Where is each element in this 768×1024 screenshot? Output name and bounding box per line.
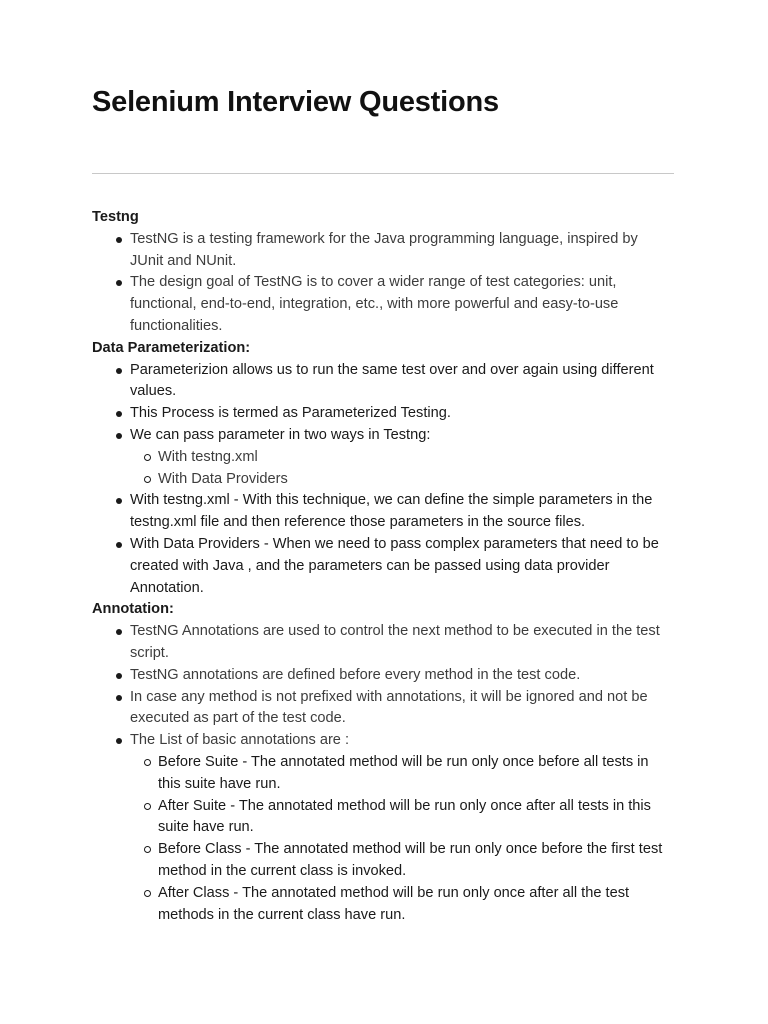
list-item: In case any method is not prefixed with annotations, it will be ignored and not be executed as part of the test code. xyxy=(92,687,674,731)
testng-list xyxy=(92,229,674,338)
list-item: This Process is termed as Parameterized Testing. xyxy=(92,403,674,425)
list-item-text: We can pass parameter in two ways in Testng: xyxy=(130,426,431,443)
list-item: TestNG Annotations are used to control the next method to be executed in the test script. xyxy=(92,621,674,665)
section-heading-testng: Testng xyxy=(92,209,139,225)
annotation-list xyxy=(92,621,674,926)
divider xyxy=(92,173,674,174)
list-item: With Data Providers - When we need to pass complex parameters that need to be created with Java , and the parameters can be passed using data provider Annotation. xyxy=(92,534,674,599)
sub-list-item: Before Suite - The annotated method will be run only once before all tests in this suite have run. xyxy=(130,752,674,796)
list-item: TestNG is a testing framework for the Java programming language, inspired by JUnit and NUnit. xyxy=(92,229,674,273)
section-heading-data-parameterization: Data Parameterization: xyxy=(92,339,251,356)
list-item: Parameterizion allows us to run the same test over and over again using different values. xyxy=(92,360,674,404)
parameterization-list xyxy=(92,360,674,600)
document-body xyxy=(92,207,674,926)
list-item xyxy=(92,730,674,926)
sub-list-item: With testng.xml xyxy=(130,447,674,469)
sub-list-item: Before Class - The annotated method will be run only once before the first test method in the current class is invoked. xyxy=(130,839,674,883)
list-item xyxy=(92,425,674,490)
sub-list-item: With Data Providers xyxy=(130,469,674,491)
list-item-text: The List of basic annotations are : xyxy=(130,732,350,749)
parameter-ways-sublist xyxy=(130,447,674,491)
basic-annotations-sublist xyxy=(130,752,674,926)
list-item: With testng.xml - With this technique, we can define the simple parameters in the testng.xml file and then reference those parameters in the source files. xyxy=(92,490,674,534)
sub-list-item: After Class - The annotated method will be run only once after all the test methods in the current class have run. xyxy=(130,883,674,927)
list-item: TestNG annotations are defined before every method in the test code. xyxy=(92,665,674,687)
sub-list-item: After Suite - The annotated method will be run only once after all tests in this suite have run. xyxy=(130,796,674,840)
section-heading-annotation: Annotation: xyxy=(92,601,174,618)
list-item: The design goal of TestNG is to cover a wider range of test categories: unit, functional, end-to-end, integration, etc., with more powerful and easy-to-use functionalities. xyxy=(92,272,674,337)
page-title: Selenium Interview Questions xyxy=(92,86,499,118)
